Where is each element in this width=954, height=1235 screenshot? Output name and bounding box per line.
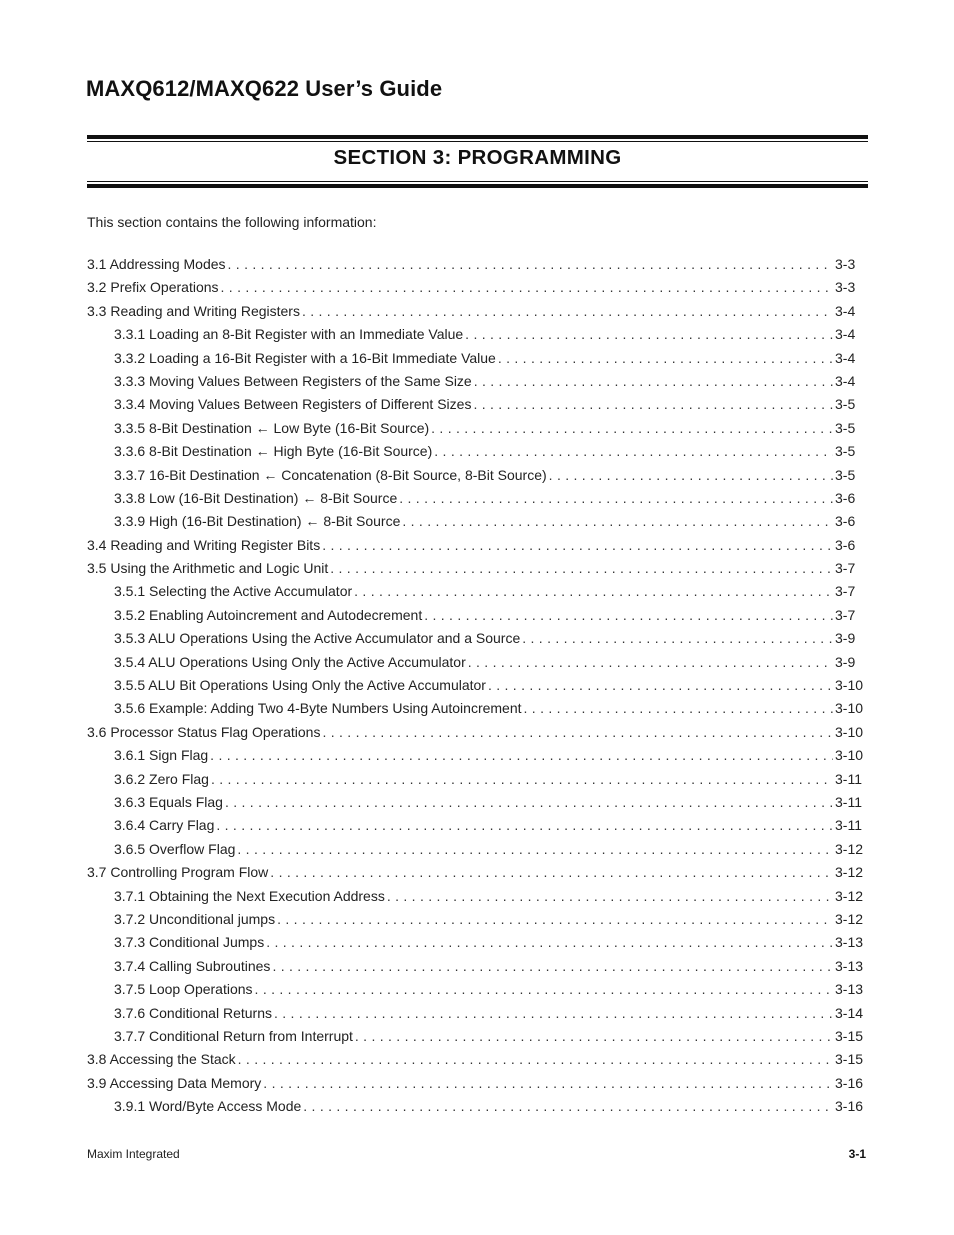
footer-page-number: 3-1 <box>848 1147 866 1161</box>
toc-entry[interactable] <box>87 396 867 419</box>
toc-entry-label: 3.7.5 Loop Operations <box>114 981 253 998</box>
toc-dot-leader <box>210 747 833 763</box>
toc-entry-page: 3-6 <box>835 536 856 553</box>
toc-entry-label: 3.4 Reading and Writing Register Bits <box>87 536 321 553</box>
toc-entry-page: 3-6 <box>835 513 856 530</box>
toc-entry[interactable] <box>87 490 867 513</box>
toc-dot-leader <box>488 677 833 693</box>
toc-dot-leader <box>473 396 833 412</box>
toc-entry-label: 3.7.7 Conditional Return from Interrupt <box>114 1027 353 1044</box>
toc-dot-leader <box>424 607 833 623</box>
toc-dot-leader <box>434 443 833 459</box>
toc-entry-page: 3-10 <box>835 700 864 717</box>
toc-entry[interactable] <box>87 1075 867 1098</box>
toc-entry-page: 3-11 <box>835 793 862 810</box>
toc-dot-leader <box>402 513 833 529</box>
toc-entry[interactable] <box>87 771 867 794</box>
toc-entry[interactable] <box>87 864 867 887</box>
toc-entry-page: 3-4 <box>835 372 856 389</box>
toc-dot-leader <box>354 583 833 599</box>
toc-entry[interactable] <box>87 607 867 630</box>
toc-dot-leader <box>221 279 833 295</box>
toc-entry-page: 3-10 <box>835 747 864 764</box>
toc-dot-leader <box>216 817 833 833</box>
toc-dot-leader <box>237 841 833 857</box>
toc-entry-page: 3-14 <box>835 1004 864 1021</box>
toc-entry-label: 3.6.2 Zero Flag <box>114 770 209 787</box>
toc-entry[interactable] <box>87 583 867 606</box>
table-of-contents <box>87 256 867 1121</box>
toc-entry[interactable] <box>87 443 867 466</box>
toc-dot-leader <box>387 888 833 904</box>
toc-entry-label: 3.7.1 Obtaining the Next Execution Address <box>114 887 385 904</box>
toc-dot-leader <box>272 958 833 974</box>
toc-entry-label: 3.5 Using the Arithmetic and Logic Unit <box>87 560 329 577</box>
toc-entry[interactable] <box>87 560 867 583</box>
toc-entry[interactable] <box>87 537 867 560</box>
toc-entry-page: 3-13 <box>835 957 864 974</box>
section-top-rule-thick <box>87 135 868 139</box>
toc-dot-leader <box>238 1051 833 1067</box>
toc-entry-page: 3-5 <box>835 419 856 436</box>
toc-entry-page: 3-12 <box>835 840 864 857</box>
toc-dot-leader <box>322 537 833 553</box>
toc-entry-page: 3-9 <box>835 630 856 647</box>
toc-dot-leader <box>211 771 833 787</box>
toc-entry[interactable] <box>87 888 867 911</box>
section-bottom-rule-thin <box>87 181 868 182</box>
toc-entry[interactable] <box>87 677 867 700</box>
toc-entry-page: 3-5 <box>835 396 856 413</box>
toc-entry-page: 3-7 <box>835 583 856 600</box>
toc-entry-page: 3-4 <box>835 326 856 343</box>
toc-entry[interactable] <box>87 981 867 1004</box>
toc-entry[interactable] <box>87 420 867 443</box>
intro-text: This section contains the following information: <box>87 214 377 230</box>
toc-entry[interactable] <box>87 654 867 677</box>
toc-dot-leader <box>228 256 833 272</box>
toc-dot-leader <box>549 467 833 483</box>
toc-entry-label: 3.5.1 Selecting the Active Accumulator <box>114 583 353 600</box>
toc-entry[interactable] <box>87 256 867 279</box>
toc-dot-leader <box>277 911 833 927</box>
toc-entry-label: 3.3 Reading and Writing Registers <box>87 302 300 319</box>
toc-entry-label: 3.5.6 Example: Adding Two 4-Byte Numbers Using Autoincrement <box>114 700 522 717</box>
toc-entry[interactable] <box>87 1098 867 1121</box>
toc-entry-label: 3.5.3 ALU Operations Using the Active Accumulator and a Source <box>114 630 521 647</box>
toc-dot-leader <box>266 934 833 950</box>
toc-entry-label: 3.9.1 Word/Byte Access Mode <box>114 1098 302 1115</box>
toc-entry[interactable] <box>87 700 867 723</box>
toc-entry[interactable] <box>87 911 867 934</box>
toc-entry-label: 3.6.4 Carry Flag <box>114 817 215 834</box>
toc-entry-page: 3-12 <box>835 887 864 904</box>
toc-entry-label: 3.3.6 8-Bit Destination ← High Byte (16-Bit Source) <box>114 443 433 460</box>
toc-entry-label: 3.3.9 High (16-Bit Destination) ← 8-Bit Source <box>114 513 401 530</box>
toc-entry-page: 3-4 <box>835 302 856 319</box>
toc-entry-page: 3-15 <box>835 1051 864 1068</box>
toc-dot-leader <box>355 1028 833 1044</box>
toc-entry-label: 3.3.3 Moving Values Between Registers of the Same Size <box>114 372 472 389</box>
toc-entry-label: 3.3.1 Loading an 8-Bit Register with an Immediate Value <box>114 326 464 343</box>
toc-entry-label: 3.3.8 Low (16-Bit Destination) ← 8-Bit Source <box>114 489 398 506</box>
toc-entry-label: 3.7.2 Unconditional jumps <box>114 910 276 927</box>
toc-dot-leader <box>255 981 833 997</box>
toc-entry-page: 3-6 <box>835 489 856 506</box>
toc-dot-leader <box>431 420 833 436</box>
toc-dot-leader <box>330 560 833 576</box>
toc-entry[interactable] <box>87 724 867 747</box>
toc-entry-page: 3-10 <box>835 723 864 740</box>
section-bottom-rule-thick <box>87 184 868 188</box>
toc-entry-page: 3-4 <box>835 349 856 366</box>
toc-entry-page: 3-12 <box>835 864 864 881</box>
toc-entry[interactable] <box>87 630 867 653</box>
toc-entry[interactable] <box>87 1028 867 1051</box>
toc-entry[interactable] <box>87 1005 867 1028</box>
toc-dot-leader <box>524 700 833 716</box>
toc-entry-page: 3-3 <box>835 279 856 296</box>
toc-entry-label: 3.6.5 Overflow Flag <box>114 840 236 857</box>
toc-dot-leader <box>302 303 833 319</box>
toc-entry[interactable] <box>87 841 867 864</box>
toc-entry-label: 3.7 Controlling Program Flow <box>87 864 269 881</box>
toc-entry-label: 3.1 Addressing Modes <box>87 256 226 272</box>
toc-entry-label: 3.9 Accessing Data Memory <box>87 1074 262 1091</box>
toc-dot-leader <box>303 1098 833 1114</box>
toc-entry-page: 3-16 <box>835 1098 864 1115</box>
toc-entry[interactable] <box>87 467 867 490</box>
document-title: MAXQ612/MAXQ622 User’s Guide <box>86 76 443 101</box>
toc-entry[interactable] <box>87 958 867 981</box>
toc-entry-label: 3.7.4 Calling Subroutines <box>114 957 271 974</box>
toc-entry-label: 3.5.2 Enabling Autoincrement and Autodecrement <box>114 606 423 623</box>
toc-dot-leader <box>465 326 833 342</box>
toc-entry[interactable] <box>87 303 867 326</box>
toc-entry-page: 3-3 <box>835 256 856 272</box>
footer-company: Maxim Integrated <box>87 1147 180 1161</box>
toc-entry-label: 3.7.3 Conditional Jumps <box>114 934 265 951</box>
toc-entry-page: 3-10 <box>835 677 864 694</box>
toc-entry[interactable] <box>87 794 867 817</box>
toc-dot-leader <box>522 630 833 646</box>
toc-entry-label: 3.6 Processor Status Flag Operations <box>87 723 321 740</box>
toc-entry-label: 3.5.4 ALU Operations Using Only the Active Accumulator <box>114 653 466 670</box>
toc-entry[interactable] <box>87 326 867 349</box>
toc-dot-leader <box>225 794 833 810</box>
toc-entry-label: 3.7.6 Conditional Returns <box>114 1004 272 1021</box>
toc-entry-page: 3-15 <box>835 1027 864 1044</box>
section-title: SECTION 3: PROGRAMMING <box>333 146 622 169</box>
toc-entry-page: 3-12 <box>835 910 864 927</box>
toc-dot-leader <box>498 350 833 366</box>
toc-entry[interactable] <box>87 373 867 396</box>
toc-entry[interactable] <box>87 817 867 840</box>
toc-entry-page: 3-7 <box>835 606 856 623</box>
toc-entry[interactable] <box>87 747 867 770</box>
toc-entry-page: 3-13 <box>835 934 864 951</box>
toc-dot-leader <box>263 1075 833 1091</box>
toc-entry-page: 3-11 <box>835 770 862 787</box>
toc-entry-label: 3.5.5 ALU Bit Operations Using Only the Active Accumulator <box>114 677 486 694</box>
toc-dot-leader <box>474 373 833 389</box>
toc-entry-page: 3-7 <box>835 560 856 577</box>
section-top-rule-thin <box>87 141 868 142</box>
toc-entry-label: 3.6.3 Equals Flag <box>114 793 223 810</box>
toc-entry-page: 3-5 <box>835 443 856 460</box>
toc-entry-page: 3-16 <box>835 1074 864 1091</box>
toc-dot-leader <box>270 864 833 880</box>
toc-entry-page: 3-9 <box>835 653 856 670</box>
toc-dot-leader <box>322 724 833 740</box>
toc-entry-label: 3.8 Accessing the Stack <box>87 1051 236 1068</box>
toc-entry[interactable] <box>87 513 867 536</box>
toc-entry[interactable] <box>87 1051 867 1074</box>
toc-dot-leader <box>274 1005 833 1021</box>
toc-entry-page: 3-13 <box>835 981 864 998</box>
toc-entry-label: 3.3.7 16-Bit Destination ← Concatenation (8-Bit Source, 8-Bit Source) <box>114 466 547 483</box>
toc-dot-leader <box>468 654 833 670</box>
toc-entry-page: 3-5 <box>835 466 856 483</box>
toc-dot-leader <box>399 490 833 506</box>
toc-entry-label: 3.2 Prefix Operations <box>87 279 219 296</box>
toc-entry-label: 3.3.5 8-Bit Destination ← Low Byte (16-Bit Source) <box>114 419 430 436</box>
toc-entry-page: 3-11 <box>835 817 862 834</box>
toc-entry[interactable] <box>87 279 867 302</box>
toc-entry-label: 3.6.1 Sign Flag <box>114 747 209 764</box>
toc-entry-label: 3.3.4 Moving Values Between Registers of Different Sizes <box>114 396 472 413</box>
toc-entry[interactable] <box>87 350 867 373</box>
toc-entry-label: 3.3.2 Loading a 16-Bit Register with a 16-Bit Immediate Value <box>114 349 496 366</box>
toc-entry[interactable] <box>87 934 867 957</box>
